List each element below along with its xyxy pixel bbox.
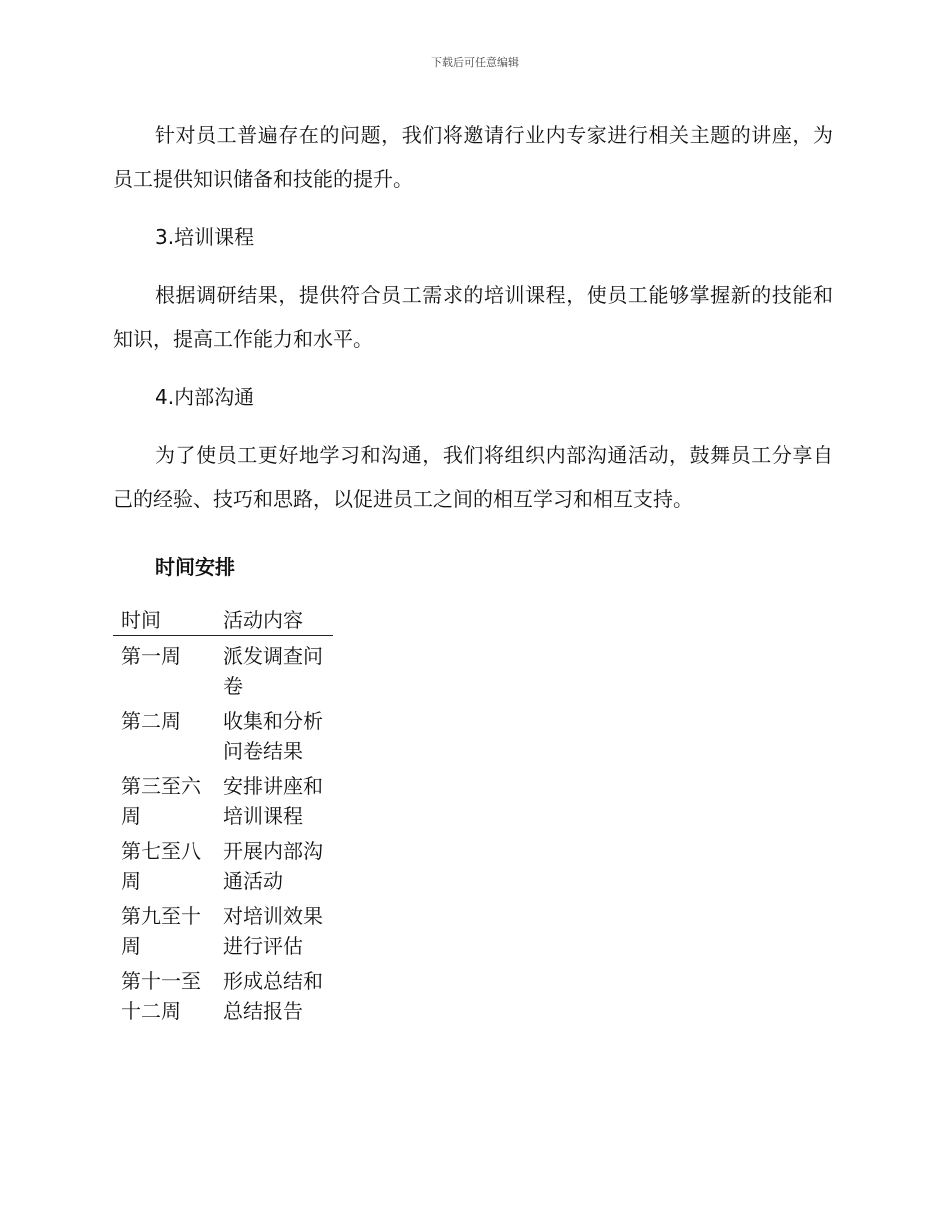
page-header: 下载后可任意编辑 bbox=[431, 56, 519, 69]
cell-activity: 对培训效果进行评估 bbox=[223, 904, 323, 958]
table-header-row bbox=[113, 605, 333, 636]
column-header-activity: 活动内容 bbox=[215, 605, 333, 636]
schedule-table bbox=[113, 605, 333, 1026]
cell-time: 第一周 bbox=[121, 644, 181, 668]
table-row bbox=[113, 701, 333, 766]
cell-activity: 形成总结和总结报告 bbox=[223, 969, 323, 1023]
cell-time: 第十一至十二周 bbox=[121, 969, 201, 1023]
table-row bbox=[113, 896, 333, 961]
cell-time: 第九至十周 bbox=[121, 904, 201, 958]
document-body bbox=[113, 113, 833, 1026]
cell-time: 第二周 bbox=[121, 709, 181, 733]
table-row bbox=[113, 636, 333, 702]
heading-internal-communication: 4.内部沟通 bbox=[155, 385, 255, 409]
paragraph-training-courses: 根据调研结果，提供符合员工需求的培训课程，使员工能够掌握新的技能和知识，提高工作能力和水平。 bbox=[113, 283, 833, 351]
cell-activity: 收集和分析问卷结果 bbox=[223, 709, 323, 763]
cell-activity: 派发调查问卷 bbox=[223, 644, 323, 698]
cell-activity: 安排讲座和培训课程 bbox=[223, 774, 323, 828]
cell-time: 第三至六周 bbox=[121, 774, 201, 828]
cell-activity: 开展内部沟通活动 bbox=[223, 839, 323, 893]
paragraph-expert-lectures: 针对员工普遍存在的问题，我们将邀请行业内专家进行相关主题的讲座，为员工提供知识储备和技能的提升。 bbox=[113, 123, 833, 191]
table-row bbox=[113, 766, 333, 831]
heading-training-courses: 3.培训课程 bbox=[155, 225, 255, 249]
column-header-time: 时间 bbox=[113, 605, 215, 636]
table-row bbox=[113, 831, 333, 896]
section-title-schedule: 时间安排 bbox=[155, 555, 235, 579]
table-row bbox=[113, 961, 333, 1026]
paragraph-internal-communication: 为了使员工更好地学习和沟通，我们将组织内部沟通活动，鼓舞员工分享自己的经验、技巧和思路，以促进员工之间的相互学习和相互支持。 bbox=[113, 443, 833, 511]
cell-time: 第七至八周 bbox=[121, 839, 201, 893]
